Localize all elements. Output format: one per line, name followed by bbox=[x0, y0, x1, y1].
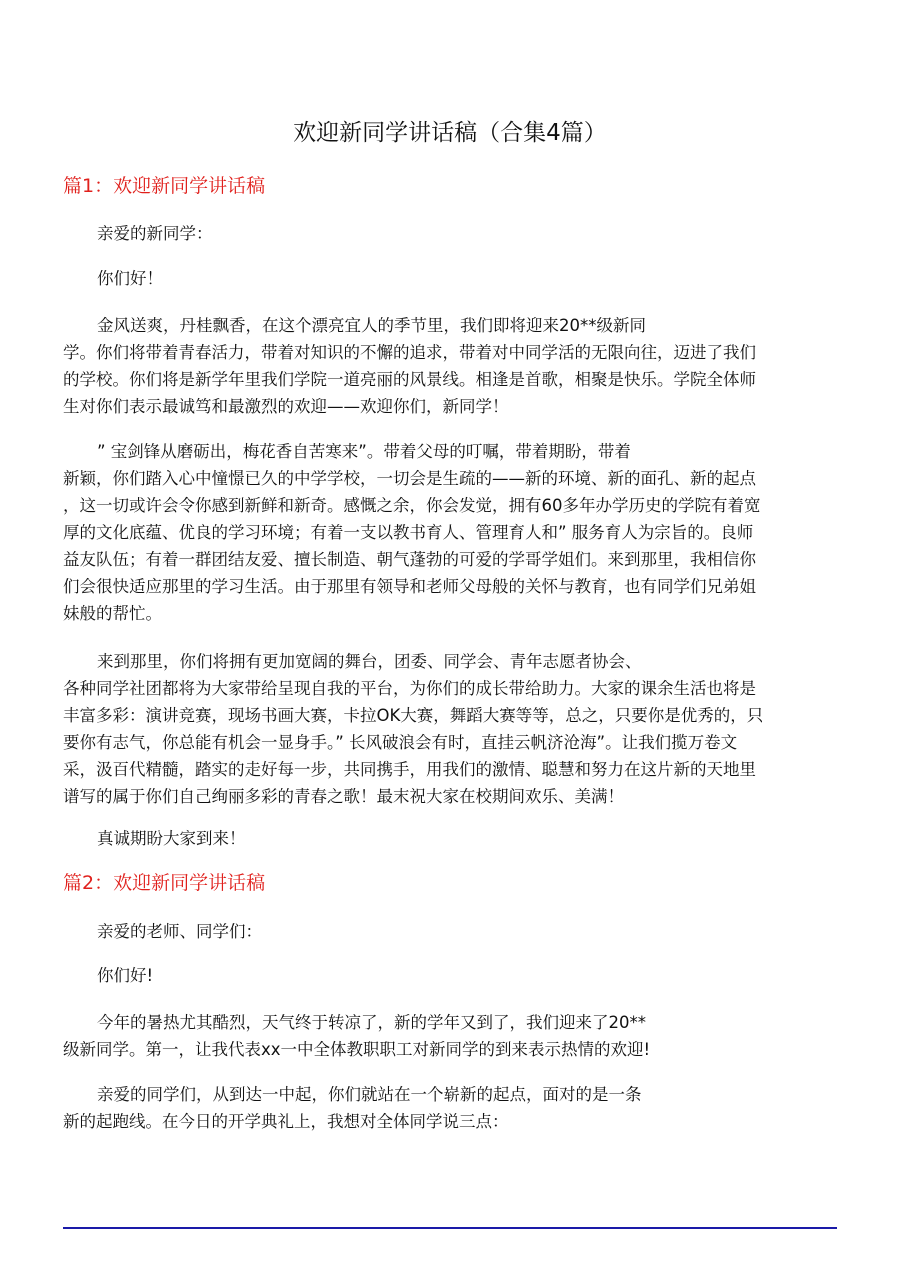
line: 学。你们将带着青春活力，带着对知识的不懈的追求，带着对中同学活的无限向往，迈进了我们 bbox=[63, 343, 756, 362]
paragraph bbox=[63, 1081, 843, 1135]
line: 生对你们表示最诚笃和最激烈的欢迎——欢迎你们，新同学！ bbox=[63, 397, 509, 416]
paragraph bbox=[63, 1009, 843, 1063]
line: ” 宝剑锋从磨砺出，梅花香自苦寒来”。带着父母的叮嘱，带着期盼，带着 bbox=[97, 442, 631, 461]
line: 益友队伍；有着一群团结友爱、擅长制造、朝气蓬勃的可爱的学哥学姐们。来到那里，我相信你 bbox=[63, 550, 756, 569]
document-title: 欢迎新同学讲话稿（合集4篇） bbox=[293, 120, 607, 146]
line: 谱写的属于你们自己绚丽多彩的青春之歌！最末祝大家在校期间欢乐、美满！ bbox=[63, 787, 624, 806]
line: 来到那里，你们将拥有更加宽阔的舞台，团委、同学会、青年志愿者协会、 bbox=[97, 652, 642, 671]
greeting: 亲爱的新同学： bbox=[97, 224, 213, 243]
line: 各种同学社团都将为大家带给呈现自我的平台，为你们的成长带给助力。大家的课余生活也将是 bbox=[63, 679, 756, 698]
line: 新的起跑线。在今日的开学典礼上，我想对全体同学说三点： bbox=[63, 1112, 509, 1131]
line: 级新同学。第一，让我代表xx一中全体教职职工对新同学的到来表示热情的欢迎! bbox=[63, 1040, 651, 1059]
line: 金风送爽，丹桂飘香，在这个漂亮宜人的季节里，我们即将迎来20**级新同 bbox=[97, 316, 646, 335]
line: 们会很快适应那里的学习生活。由于那里有领导和老师父母般的关怀与教育，也有同学们兄弟姐 bbox=[63, 577, 756, 596]
section-2-heading: 篇2：欢迎新同学讲话稿 bbox=[63, 872, 266, 894]
section-1-heading: 篇1：欢迎新同学讲话稿 bbox=[63, 175, 266, 197]
line: 厚的文化底蕴、优良的学习环境；有着一支以教书育人、管理育人和” 服务育人为宗旨的。良师 bbox=[63, 523, 754, 542]
line: 丰富多彩：演讲竞赛，现场书画大赛，卡拉OK大赛，舞蹈大赛等等，总之，只要你是优秀的，只 bbox=[63, 706, 764, 725]
paragraph bbox=[63, 312, 843, 420]
closing: 真诚期盼大家到来！ bbox=[97, 829, 246, 848]
line: 亲爱的同学们，从到达一中起，你们就站在一个崭新的起点，面对的是一条 bbox=[97, 1085, 642, 1104]
hello: 你们好! bbox=[97, 966, 154, 985]
hello: 你们好！ bbox=[97, 269, 163, 288]
paragraph bbox=[63, 438, 843, 627]
line: 今年的暑热尤其酷烈，天气终于转凉了，新的学年又到了，我们迎来了20** bbox=[97, 1013, 646, 1032]
page-footer-rule bbox=[63, 1227, 837, 1229]
paragraph bbox=[63, 648, 843, 810]
line: 妹般的帮忙。 bbox=[63, 604, 162, 623]
line: 要你有志气，你总能有机会一显身手。” 长风破浪会有时，直挂云帆济沧海”。让我们揽万卷文 bbox=[63, 733, 738, 752]
line: 新颖，你们踏入心中憧憬已久的中学学校，一切会是生疏的——新的环境、新的面孔、新的起点 bbox=[63, 469, 756, 488]
line: ，这一切或许会令你感到新鲜和新奇。感慨之余，你会发觉，拥有60多年办学历史的学院有着宽 bbox=[63, 496, 761, 515]
greeting: 亲爱的老师、同学们： bbox=[97, 922, 262, 941]
line: 的学校。你们将是新学年里我们学院一道亮丽的风景线。相逢是首歌，相聚是快乐。学院全体师 bbox=[63, 370, 756, 389]
line: 采，汲百代精髓，踏实的走好每一步，共同携手，用我们的激情、聪慧和努力在这片新的天地里 bbox=[63, 760, 756, 779]
